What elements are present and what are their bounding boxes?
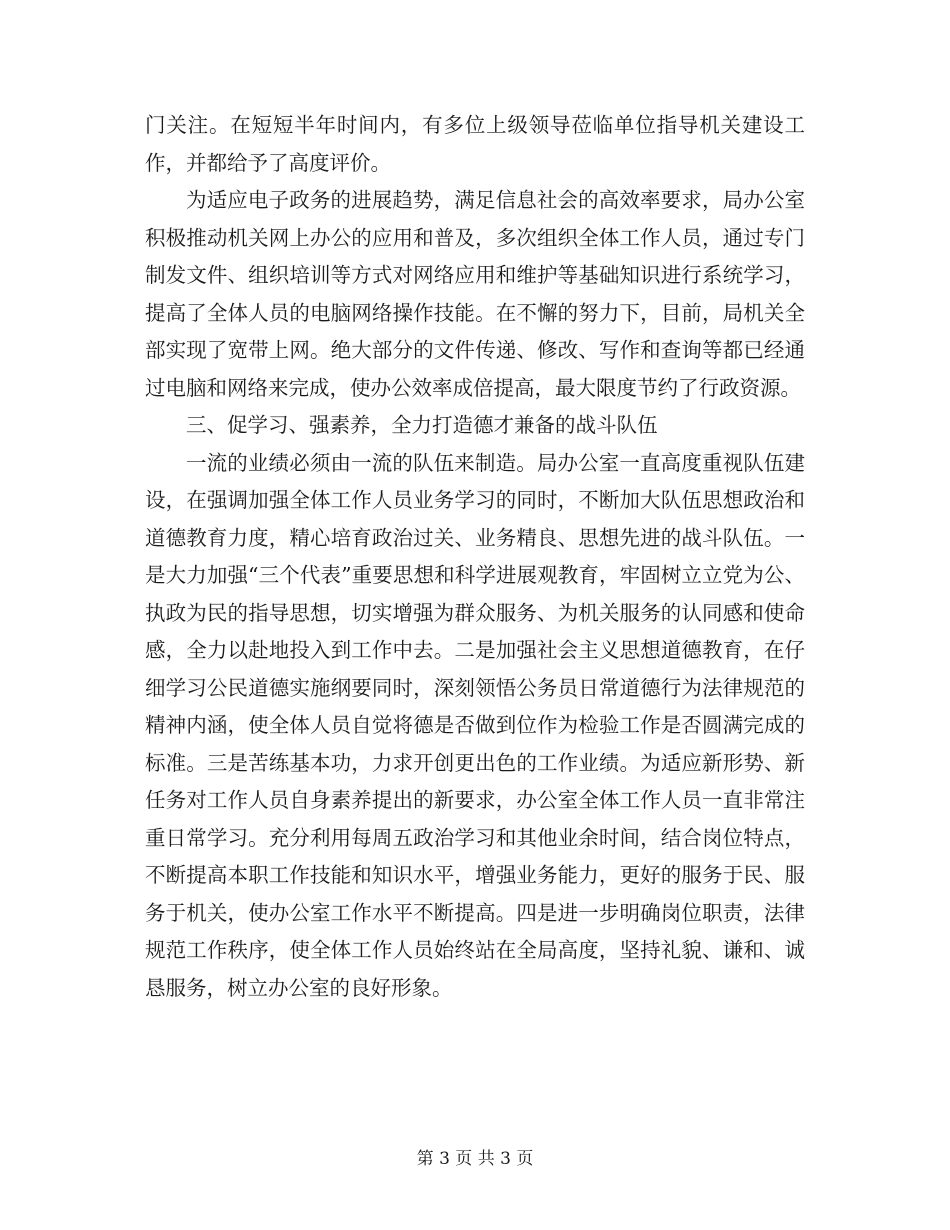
page-footer bbox=[0, 1147, 950, 1171]
paragraph-continuation: 门关注。在短短半年时间内，有多位上级领导莅临单位指导机关建设工作，并都给予了高度评价。 bbox=[145, 113, 805, 175]
section-heading: 三、促学习、强素养，全力打造德才兼备的战斗队伍 bbox=[186, 413, 658, 437]
paragraph-team-building: 一流的业绩必须由一流的队伍来制造。局办公室一直高度重视队伍建设，在强调加强全体工作人员业务学习的同时，不断加大队伍思想政治和道德教育力度，精心培育政治过关、业务精良、思想先进的战斗队伍。一是大力加强“三个代表”重要思想和科学进展观教育，牢固树立立党为公、执政为民的指导思想，切实增强为群众服务、为机关服务的认同感和使命感，全力以赴地投入到工作中去。二是加强社会主义思想道德教育，在仔细学习公民道德实施纲要同时，深刻领悟公务员日常道德行为法律规范的精神内涵，使全体人员自觉将德是否做到位作为检验工作是否圆满完成的标准。三是苦练基本功，力求开创更出色的工作业绩。为适应新形势、新任务对工作人员自身素养提出的新要求，办公室全体工作人员一直非常注重日常学习。充分利用每周五政治学习和其他业余时间，结合岗位特点，不断提高本职工作技能和知识水平，增强业务能力，更好的服务于民、服务于机关，使办公室工作水平不断提高。四是进一步明确岗位职责，法律规范工作秩序，使全体工作人员始终站在全局高度，坚持礼貌、谦和、诚恳服务，树立办公室的良好形象。 bbox=[145, 450, 805, 1000]
page-number-label: 第 3 页 共 3 页 bbox=[416, 1149, 534, 1169]
document-body bbox=[145, 107, 805, 1007]
paragraph-e-government: 为适应电子政务的进展趋势，满足信息社会的高效率要求，局办公室积极推动机关网上办公的应用和普及，多次组织全体工作人员，通过专门制发文件、组织培训等方式对网络应用和维护等基础知识进行系统学习，提高了全体人员的电脑网络操作技能。在不懈的努力下，目前，局机关全部实现了宽带上网。绝大部分的文件传递、修改、写作和查询等都已经通过电脑和网络来完成，使办公效率成倍提高，最大限度节约了行政资源。 bbox=[145, 188, 805, 400]
